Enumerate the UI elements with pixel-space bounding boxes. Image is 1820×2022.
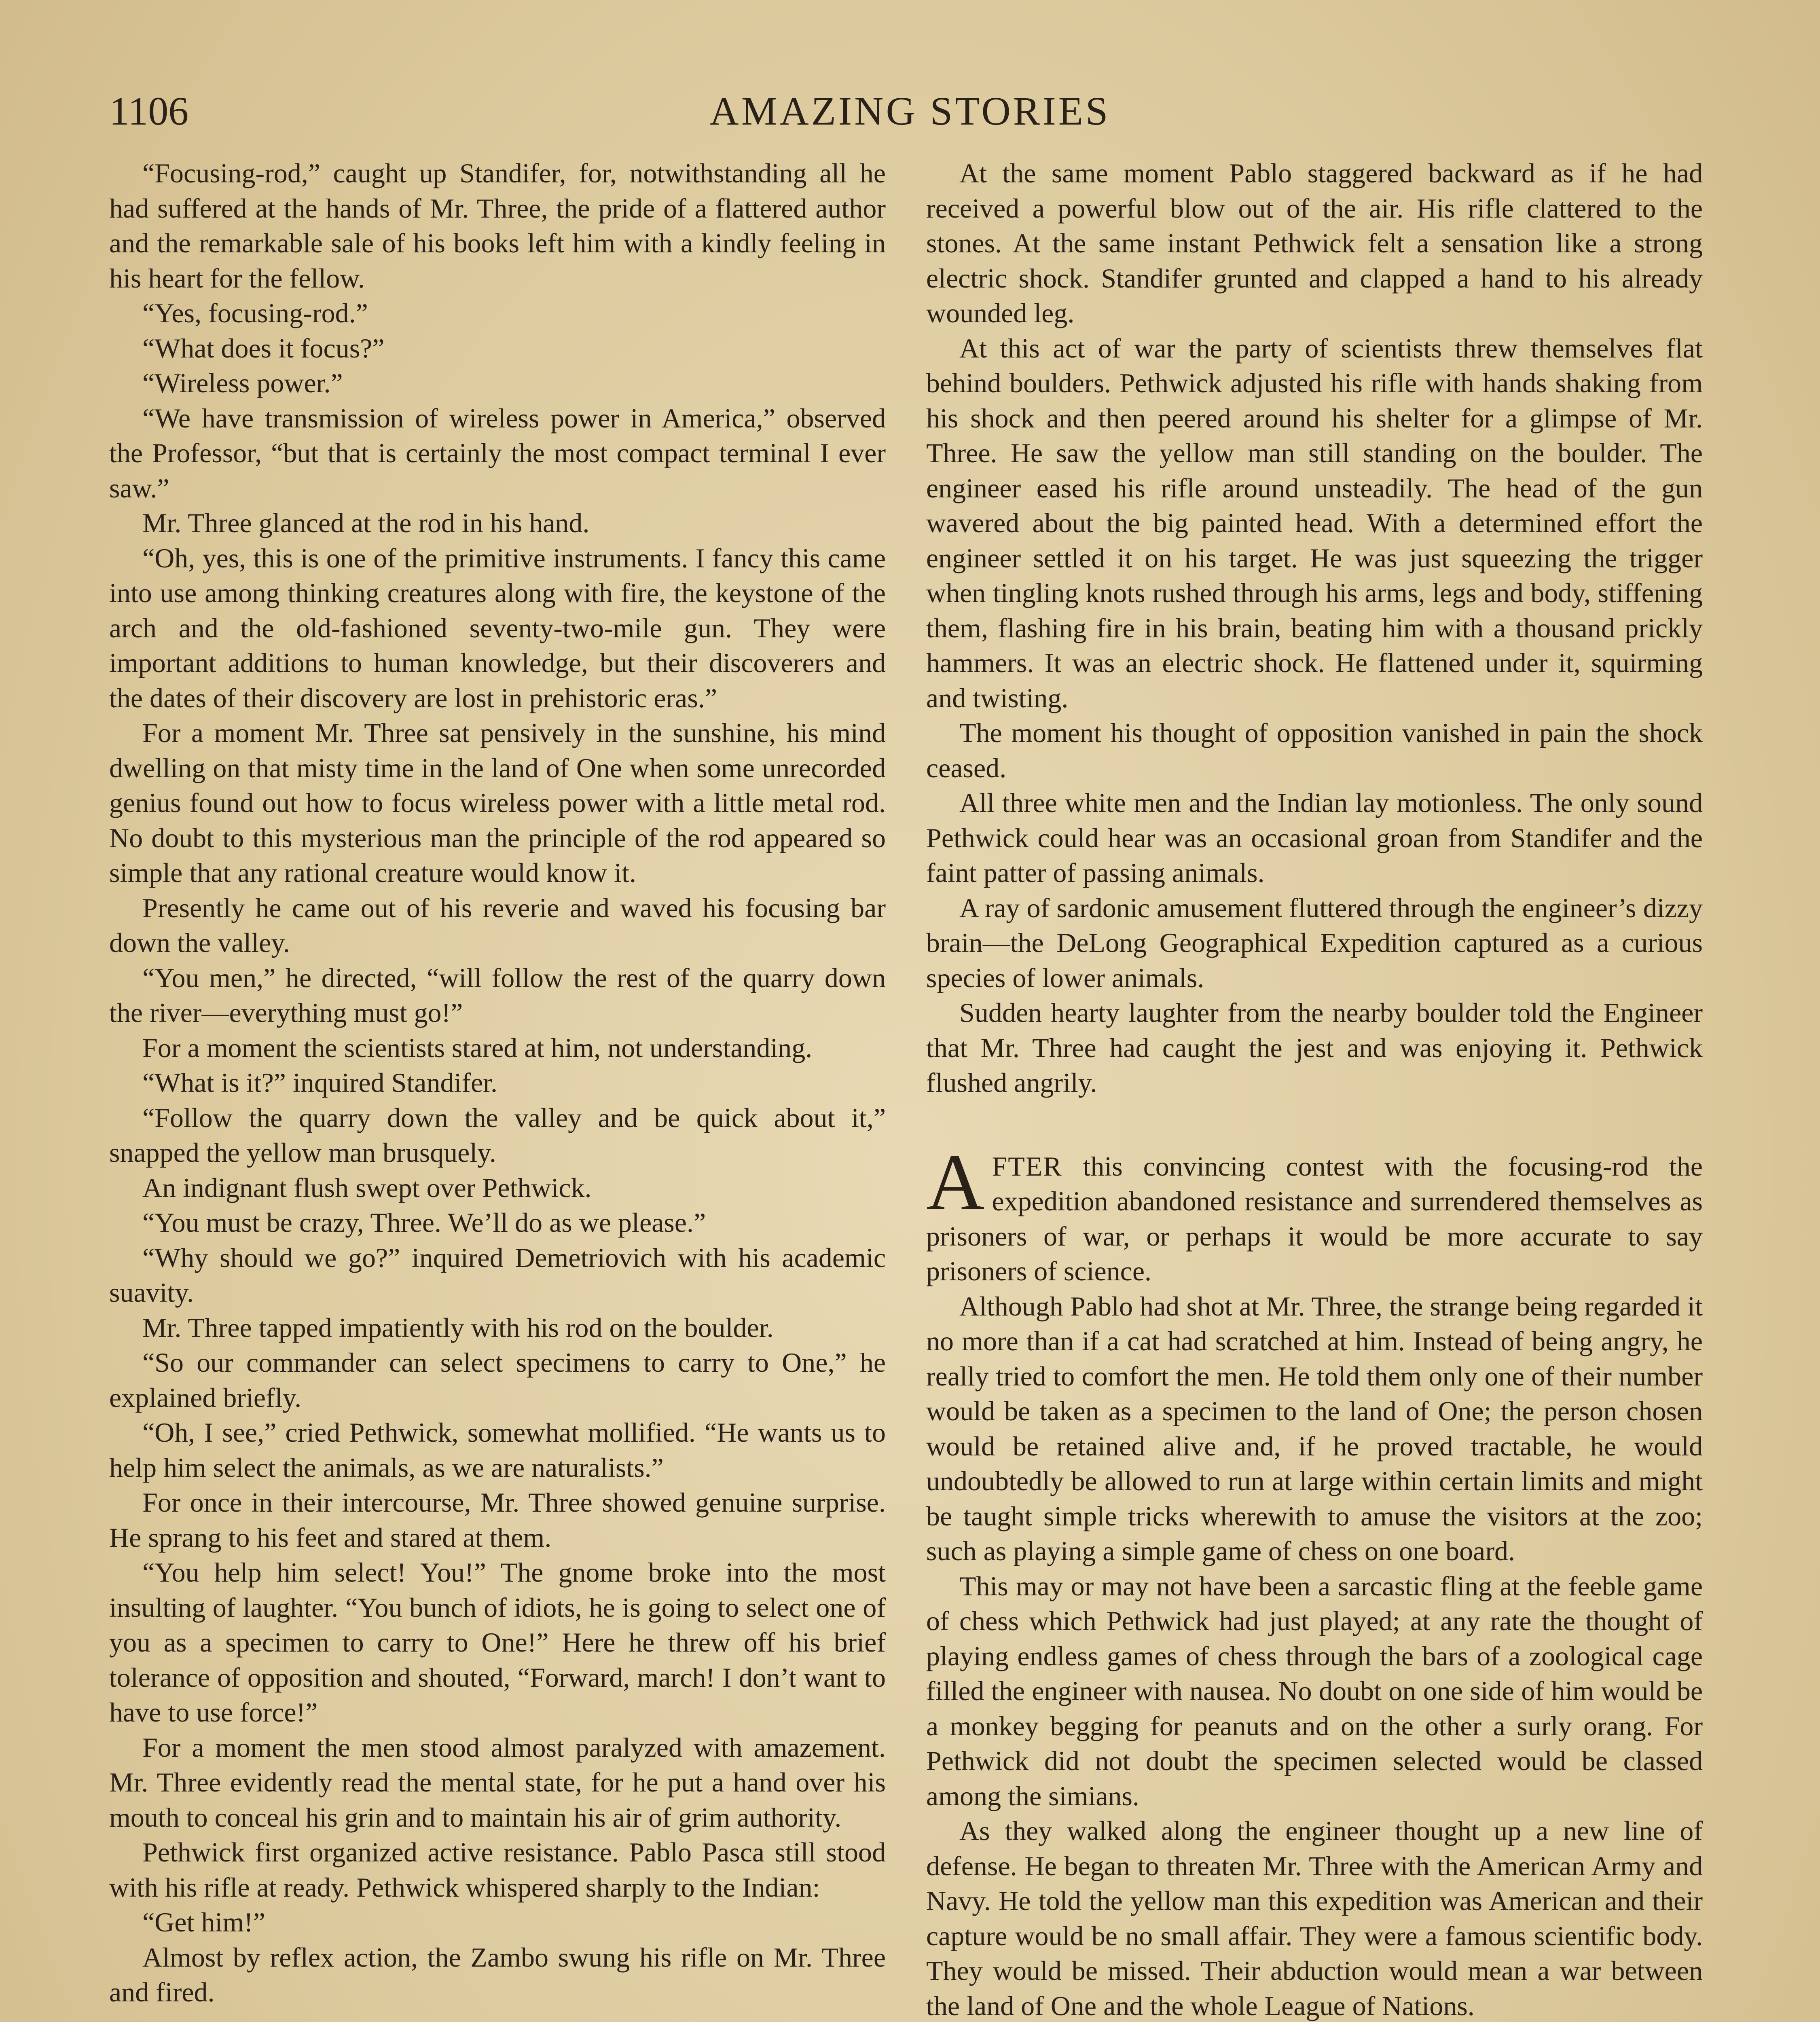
page-header xyxy=(109,87,1711,140)
paragraph: For a moment the scientists stared at him, not understanding. xyxy=(142,1032,813,1063)
paragraph: “Get him!” xyxy=(142,1907,265,1937)
paragraph: “Yes, focusing-rod.” xyxy=(142,298,368,328)
paragraph: “You men,” he directed, “will follow the rest of the quarry down the river—everything must go!” xyxy=(109,962,886,1028)
left-column xyxy=(109,156,886,2022)
paragraph: “What is it?” inquired Standifer. xyxy=(142,1067,498,1098)
paragraph: For a moment Mr. Three sat pensively in the sunshine, his mind dwelling on that misty time in the land of One when some unrecorded genius found out how to focus wireless power with a little metal rod. No doubt to this mysterious man the principle of the rod appeared so simple that any rational creature would know it. xyxy=(109,717,886,888)
paragraph: The moment his thought of opposition vanished in pain the shock ceased. xyxy=(926,717,1703,783)
paragraph: “You must be crazy, Three. We’ll do as we please.” xyxy=(142,1207,706,1238)
paragraph: As they walked along the engineer thought up a new line of defense. He began to threaten Mr. Three with the American Army and Navy. He told the yellow man this expedition was American and their capture would be no small affair. They were a famous scientific body. They would be missed. Their abduction would mean a war between the land of One and the whole League of Nations. xyxy=(926,1815,1703,2021)
right-column-bottom xyxy=(926,1289,1703,2022)
paragraph: For once in their intercourse, Mr. Three showed genuine surprise. He sprang to his feet and stared at them. xyxy=(109,1487,886,1553)
paragraph: Mr. Three tapped impatiently with his rod on the boulder. xyxy=(142,1312,774,1343)
paragraph: “Focusing-rod,” caught up Standifer, for, notwithstanding all he had suffered at the hands of Mr. Three, the pride of a flattered author and the remarkable sale of his books left him with a kindly feeling in his heart for the fellow. xyxy=(109,158,886,294)
paragraph: An indignant flush swept over Pethwick. xyxy=(142,1172,592,1203)
paragraph: All three white men and the Indian lay motionless. The only sound Pethwick could hear was an occasional groan from Standifer and the faint patter of passing animals. xyxy=(926,787,1703,888)
paragraph: “So our commander can select specimens to carry to One,” he explained briefly. xyxy=(109,1347,886,1413)
small-caps-word: FTER xyxy=(992,1151,1062,1182)
section-start-text: this convincing contest with the focusing-rod the expedition abandoned resistance and surrendered themselves as prisoners of war, or perhaps it would be more accurate to say prisoners of science. xyxy=(926,1151,1703,1286)
section-start-paragraph xyxy=(926,1137,1703,1289)
paragraph: At the same moment Pablo staggered backward as if he had received a powerful blow out of the air. His rifle clattered to the stones. At the same instant Pethwick felt a sensation like a strong electric shock. Standifer grunted and clapped a hand to his already wounded leg. xyxy=(926,158,1703,328)
paragraph: Mr. Three glanced at the rod in his hand. xyxy=(142,508,590,538)
paragraph: Although Pablo had shot at Mr. Three, the strange being regarded it no more than if a cat had scratched at him. Instead of being angry, he really tried to comfort the men. He told them only one of their number would be taken as a specimen to the land of One; the person chosen would be retained alive and, if he proved tractable, he would undoubtedly be allowed to run at large within certain limits and might be taught simple tricks wherewith to amuse the visitors at the zoo; such as playing a simple game of chess on one board. xyxy=(926,1290,1703,1566)
right-column xyxy=(926,156,1703,2022)
right-column-top xyxy=(926,156,1703,1100)
paragraph: Pethwick first organized active resistance. Pablo Pasca still stood with his rifle at ready. Pethwick whispered sharply to the Indian: xyxy=(109,1837,886,1903)
paragraph: “Follow the quarry down the valley and be quick about it,” snapped the yellow man brusquely. xyxy=(109,1102,886,1168)
paragraph: “Oh, I see,” cried Pethwick, somewhat mollified. “He wants us to help him select the animals, as we are naturalists.” xyxy=(109,1417,886,1483)
paragraph: At this act of war the party of scientists threw themselves flat behind boulders. Pethwick adjusted his rifle with hands shaking from his shock and then peered around his shelter for a glimpse of Mr. Three. He saw the yellow man still standing on the boulder. The engineer eased his rifle around unsteadily. The head of the gun wavered about the big painted head. With a determined effort the engineer settled it on his target. He was just squeezing the trigger when tingling knots rushed through his arms, legs and body, stiffening them, flashing fire in his brain, beating him with a thousand prickly hammers. It was an electric shock. He flattened under it, squirming and twisting. xyxy=(926,332,1703,713)
paragraph: “Oh, yes, this is one of the primitive instruments. I fancy this came into use among thinking creatures along with fire, the keystone of the arch and the old-fashioned seventy-two-mile gun. They were important additions to human knowledge, but their discoverers and the dates of their discovery are lost in prehistoric eras.” xyxy=(109,542,886,713)
drop-cap: A xyxy=(926,1137,985,1227)
page-number: 1106 xyxy=(109,89,189,133)
paragraph: Almost by reflex action, the Zambo swung his rifle on Mr. Three and fired. xyxy=(109,1942,886,2007)
paragraph: “Why should we go?” inquired Demetriovich with his academic suavity. xyxy=(109,1242,886,1308)
paragraph: Sudden hearty laughter from the nearby boulder told the Engineer that Mr. Three had caught the jest and was enjoying it. Pethwick flushed angrily. xyxy=(926,997,1703,1098)
paragraph: Presently he came out of his reverie and waved his focusing bar down the valley. xyxy=(109,892,886,958)
paragraph: A ray of sardonic amusement fluttered through the engineer’s dizzy brain—the DeLong Geographical Expedition captured as a curious species of lower animals. xyxy=(926,892,1703,993)
paragraph: “What does it focus?” xyxy=(142,332,385,364)
paragraph: This may or may not have been a sarcastic fling at the feeble game of chess which Pethwick had just played; at any rate the thought of playing endless games of chess through the bars of a zoological cage filled the engineer with nausea. No doubt on one side of him would be a monkey begging for peanuts and on the other a surly orang. For Pethwick did not doubt the specimen selected would be classed among the simians. xyxy=(926,1570,1703,1811)
paragraph: “You help him select! You!” The gnome broke into the most insulting of laughter. “You bunch of idiots, he is going to select one of you as a specimen to carry to One!” Here he threw off his brief tolerance of opposition and shouted, “Forward, march! I don’t want to have to use force!” xyxy=(109,1557,886,1728)
running-title: AMAZING STORIES xyxy=(709,89,1111,133)
paragraph: For a moment the men stood almost paralyzed with amazement. Mr. Three evidently read the mental state, for he put a hand over his mouth to conceal his grin and to maintain his air of grim authority. xyxy=(109,1732,886,1833)
paragraph: “Wireless power.” xyxy=(142,368,343,398)
paragraph: “We have transmission of wireless power in America,” observed the Professor, “but that is certainly the most compact terminal I ever saw.” xyxy=(109,402,886,503)
